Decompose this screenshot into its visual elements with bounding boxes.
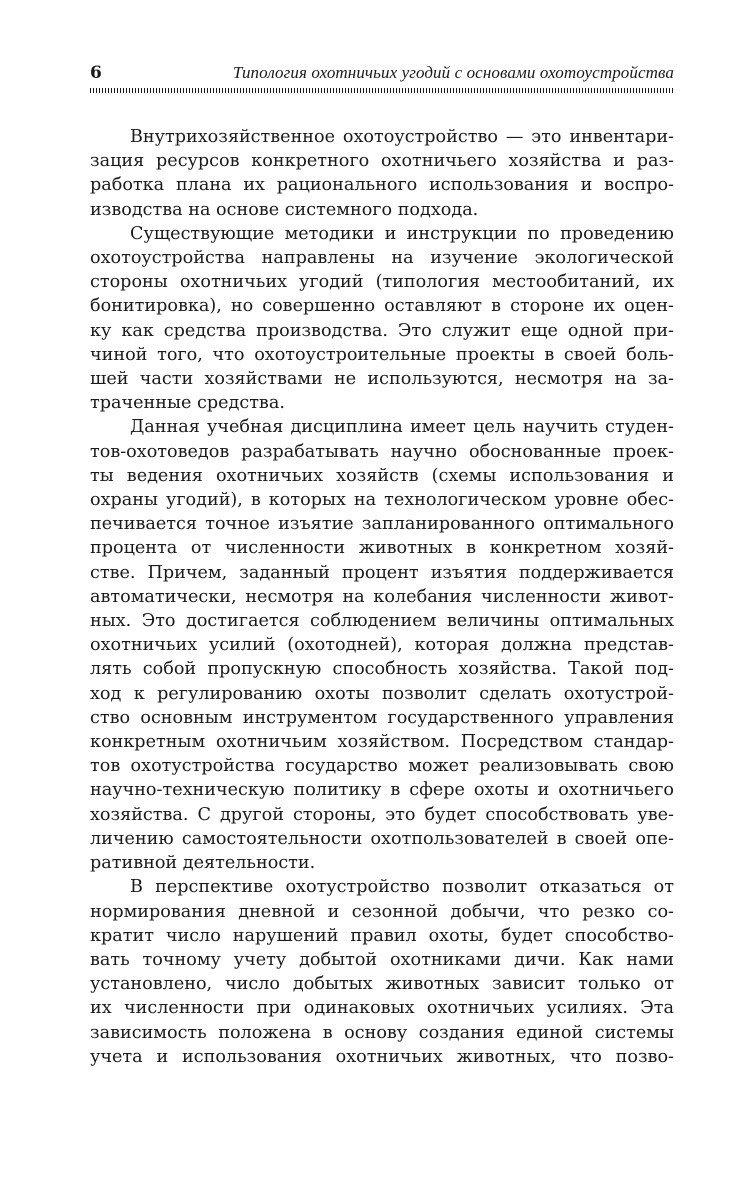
- text-line: их численности при одинаковых охотничьих усилиях. Эта: [90, 998, 674, 1019]
- text-line: лять собой пропускную способность хозяйства. Такой под-: [90, 659, 674, 680]
- text-line: печивается точное изъятие запланированного оптимального: [90, 514, 674, 535]
- text-line: траченные средства.: [90, 393, 285, 414]
- text-line: Существующие методики и инструкции по проведению: [130, 223, 674, 244]
- text-line: ты ведения охотничьих хозяйств (схемы использования и: [90, 465, 674, 486]
- text-line: работка плана их рационального использования и воспро-: [90, 175, 674, 196]
- text-line: процента от численности животных в конкретном хозяй-: [90, 538, 674, 559]
- running-title: Типология охотничьих угодий с основами охотоустройства: [232, 63, 674, 82]
- text-line: ных. Это достигается соблюдением величины оптимальных: [90, 611, 674, 632]
- header-dotted-rule: [90, 88, 674, 93]
- text-line: ство основным инструментом государственного управления: [90, 707, 674, 728]
- text-line: Внутрихозяйственное охотоустройство — это инвентари-: [130, 127, 674, 147]
- text-line: установлено, число добытых животных зависит только от: [90, 974, 674, 995]
- page-number: 6: [90, 63, 102, 83]
- text-line: хозяйства. С другой стороны, это будет способствовать уве-: [90, 804, 674, 825]
- text-line: автоматически, несмотря на колебания численности живот-: [90, 586, 674, 607]
- paragraph: [90, 875, 674, 1069]
- text-line: изводства на основе системного подхода.: [90, 199, 479, 220]
- text-line: научно-техническую политику в сфере охоты и охотничьего: [90, 780, 674, 801]
- text-line: шей части хозяйствами не используются, несмотря на за-: [90, 369, 674, 390]
- text-line: стороны охотничьих угодий (типология местообитаний, их: [90, 272, 674, 293]
- text-line: охотничьих усилий (охотодней), которая должна представ-: [90, 635, 674, 656]
- text-line: чиной того, что охотоустроительные проекты в своей боль-: [90, 344, 674, 365]
- paragraph: [90, 415, 674, 875]
- text-line: ративной деятельности.: [90, 853, 316, 874]
- text-line: зация ресурсов конкретного охотничьего хозяйства и раз-: [90, 151, 674, 172]
- paragraph: [90, 125, 674, 222]
- text-line: кратит число нарушений правил охоты, будет способство-: [90, 925, 674, 946]
- text-line: Данная учебная дисциплина имеет цель научить студен-: [130, 417, 674, 438]
- text-line: тов охотустройства государство может реализовывать свою: [90, 756, 674, 777]
- text-line: нормирования дневной и сезонной добычи, что резко со-: [90, 901, 674, 922]
- book-page: [90, 62, 674, 1069]
- text-line: ку как средства производства. Это служит еще одной при-: [90, 320, 674, 341]
- paragraph: [90, 222, 674, 416]
- text-line: вать точному учету добытой охотниками дичи. Как нами: [90, 949, 674, 970]
- text-line: стве. Причем, заданный процент изъятия поддерживается: [90, 562, 674, 583]
- text-line: зависимость положена в основу создания единой системы: [90, 1022, 674, 1043]
- text-line: охотоустройства направлены на изучение экологической: [90, 248, 674, 269]
- text-line: В перспективе охотустройство позволит отказаться от: [130, 877, 674, 898]
- body-text: [90, 125, 674, 1069]
- running-header: [90, 62, 674, 84]
- text-line: охраны угодий), в которых на технологическом уровне обес-: [90, 490, 674, 511]
- text-line: ход к регулированию охоты позволит сделать охотустрой-: [90, 683, 674, 704]
- text-line: личению самостоятельности охотпользователей в своей опе-: [90, 828, 674, 849]
- text-line: конкретным охотничьим хозяйством. Посредством стандар-: [90, 732, 674, 753]
- text-line: учета и использования охотничьих животных, что позво-: [90, 1046, 674, 1067]
- text-line: тов-охотоведов разрабатывать научно обоснованные проек-: [90, 441, 674, 462]
- text-line: бонитировка), но совершенно оставляют в стороне их оцен-: [90, 296, 674, 317]
